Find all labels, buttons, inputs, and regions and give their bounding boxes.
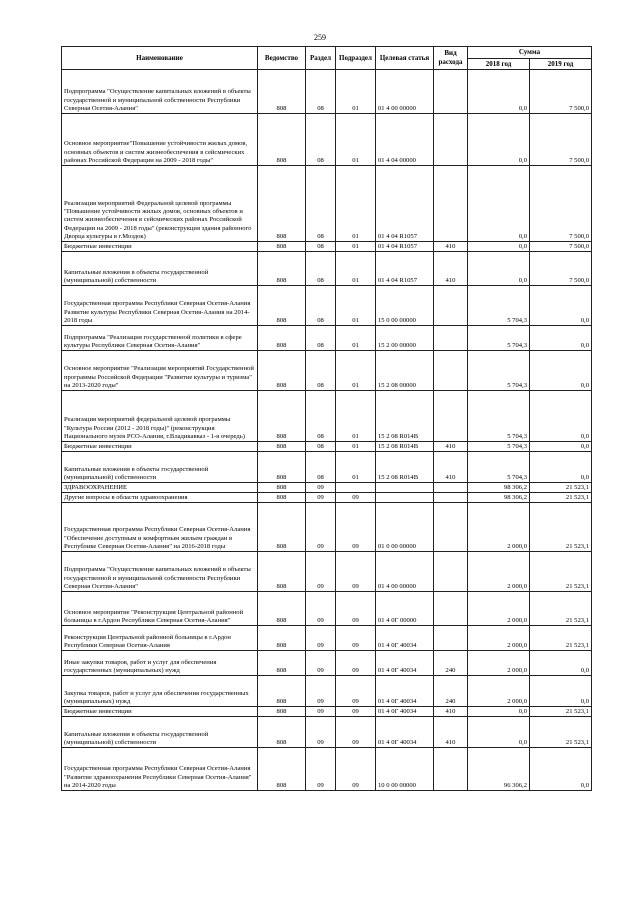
row-name: Подпрограмма "Реализация государственной политики в сфере культуры Республики Северная Осетия-Алания" bbox=[62, 326, 258, 351]
row-section: 08 bbox=[306, 166, 336, 242]
row-name: Капитальные вложения в объекты государственной (муниципальной) собственности bbox=[62, 252, 258, 286]
row-2018: 2 000,0 bbox=[468, 592, 530, 626]
header-2018: 2018 год bbox=[468, 59, 530, 70]
row-target: 01 0 00 00000 bbox=[376, 503, 434, 552]
row-dept: 808 bbox=[258, 676, 306, 707]
row-section: 09 bbox=[306, 626, 336, 651]
row-target: 15 0 00 00000 bbox=[376, 286, 434, 326]
row-type: 410 bbox=[434, 707, 468, 717]
row-subsection: 01 bbox=[336, 114, 376, 166]
row-name: Государственная программа Республики Северная Осетия-Алания Развитие культуры Республики Северная Осетия-Алания на 2014-2018 годы bbox=[62, 286, 258, 326]
row-section: 08 bbox=[306, 452, 336, 483]
row-2019: 0,0 bbox=[530, 651, 592, 676]
row-target: 01 4 00 00000 bbox=[376, 70, 434, 114]
row-subsection: 01 bbox=[336, 351, 376, 391]
row-section: 08 bbox=[306, 442, 336, 452]
row-name: Закупка товаров, работ и услуг для обеспечения государственных (муниципальных) нужд bbox=[62, 676, 258, 707]
row-dept: 808 bbox=[258, 242, 306, 252]
row-dept: 808 bbox=[258, 166, 306, 242]
row-subsection: 09 bbox=[336, 503, 376, 552]
row-2019: 7 500,0 bbox=[530, 114, 592, 166]
row-2018: 5 704,3 bbox=[468, 391, 530, 442]
row-subsection: 01 bbox=[336, 242, 376, 252]
row-dept: 808 bbox=[258, 442, 306, 452]
table-row bbox=[62, 391, 592, 442]
row-subsection: 01 bbox=[336, 252, 376, 286]
row-dept: 808 bbox=[258, 252, 306, 286]
row-name: Основное мероприятие "Реконструкция Центральной районной больницы в г.Ардон Республики Северная Осетия-Алания" bbox=[62, 592, 258, 626]
header-2019: 2019 год bbox=[530, 59, 592, 70]
row-target: 15 2 08 R014B bbox=[376, 442, 434, 452]
header-target: Целевая статья bbox=[376, 47, 434, 70]
row-2019: 21 523,1 bbox=[530, 707, 592, 717]
row-dept: 808 bbox=[258, 70, 306, 114]
row-2018: 2 000,0 bbox=[468, 676, 530, 707]
row-dept: 808 bbox=[258, 707, 306, 717]
row-section: 08 bbox=[306, 326, 336, 351]
table-row bbox=[62, 552, 592, 592]
table-row bbox=[62, 286, 592, 326]
row-dept: 808 bbox=[258, 114, 306, 166]
row-section: 09 bbox=[306, 592, 336, 626]
row-2018: 96 306,2 bbox=[468, 748, 530, 791]
row-2019: 0,0 bbox=[530, 748, 592, 791]
row-type bbox=[434, 166, 468, 242]
row-type bbox=[434, 748, 468, 791]
table-row bbox=[62, 442, 592, 452]
row-type: 410 bbox=[434, 452, 468, 483]
row-dept: 808 bbox=[258, 717, 306, 748]
table-row bbox=[62, 252, 592, 286]
row-target: 01 4 0Г 40034 bbox=[376, 707, 434, 717]
row-subsection: 09 bbox=[336, 493, 376, 503]
row-subsection: 09 bbox=[336, 717, 376, 748]
row-2018: 2 000,0 bbox=[468, 626, 530, 651]
row-2018: 5 704,3 bbox=[468, 452, 530, 483]
row-name: Государственная программа Республики Северная Осетия-Алания "Обеспечение доступным и комфортным жильем граждан в Республике Северная Осетия-Алания" на 2016-2018 годы bbox=[62, 503, 258, 552]
row-section: 09 bbox=[306, 707, 336, 717]
row-name: Основное мероприятие "Реализация мероприятий Государственной программы Российской Федерации "Развитие культуры и туризма" на 2013-2020 годы" bbox=[62, 351, 258, 391]
row-2019: 0,0 bbox=[530, 391, 592, 442]
row-subsection: 01 bbox=[336, 452, 376, 483]
table-row bbox=[62, 676, 592, 707]
row-2018: 98 306,2 bbox=[468, 493, 530, 503]
row-dept: 808 bbox=[258, 351, 306, 391]
row-section: 08 bbox=[306, 391, 336, 442]
row-type bbox=[434, 483, 468, 493]
row-2019: 7 500,0 bbox=[530, 252, 592, 286]
row-name: Бюджетные инвестиции bbox=[62, 442, 258, 452]
table-row bbox=[62, 326, 592, 351]
row-target: 01 4 04 00000 bbox=[376, 114, 434, 166]
row-section: 09 bbox=[306, 483, 336, 493]
table-row bbox=[62, 452, 592, 483]
budget-table bbox=[61, 46, 592, 791]
row-name: Подпрограмма "Осуществление капитальных вложений в объекты государственной и муниципальной собственности Республики Северная Осетия-Алания" bbox=[62, 70, 258, 114]
table-row bbox=[62, 717, 592, 748]
row-2018: 2 000,0 bbox=[468, 651, 530, 676]
row-target: 01 4 0Г 40034 bbox=[376, 676, 434, 707]
row-type: 410 bbox=[434, 242, 468, 252]
row-section: 09 bbox=[306, 676, 336, 707]
row-type bbox=[434, 552, 468, 592]
row-target: 15 2 08 R014B bbox=[376, 452, 434, 483]
row-2018: 5 704,3 bbox=[468, 286, 530, 326]
row-target: 15 2 08 00000 bbox=[376, 351, 434, 391]
row-dept: 808 bbox=[258, 483, 306, 493]
row-dept: 808 bbox=[258, 592, 306, 626]
row-2019: 7 500,0 bbox=[530, 166, 592, 242]
row-subsection: 01 bbox=[336, 166, 376, 242]
row-2018: 98 306,2 bbox=[468, 483, 530, 493]
row-name: Другие вопросы в области здравоохранения bbox=[62, 493, 258, 503]
row-section: 08 bbox=[306, 351, 336, 391]
table-row bbox=[62, 493, 592, 503]
row-dept: 808 bbox=[258, 748, 306, 791]
row-target: 01 4 04 R1057 bbox=[376, 242, 434, 252]
page-number: 259 bbox=[314, 33, 326, 42]
row-section: 08 bbox=[306, 70, 336, 114]
row-type: 410 bbox=[434, 252, 468, 286]
row-name: Бюджетные инвестиции bbox=[62, 242, 258, 252]
row-2019: 7 500,0 bbox=[530, 242, 592, 252]
row-2018: 0,0 bbox=[468, 717, 530, 748]
table-row bbox=[62, 351, 592, 391]
row-target: 01 4 04 R1057 bbox=[376, 166, 434, 242]
row-type bbox=[434, 114, 468, 166]
row-section: 09 bbox=[306, 503, 336, 552]
row-section: 08 bbox=[306, 114, 336, 166]
row-subsection: 01 bbox=[336, 442, 376, 452]
row-dept: 808 bbox=[258, 552, 306, 592]
table-row bbox=[62, 651, 592, 676]
row-name: Государственная программа Республики Северная Осетия-Алания "Развитие здравоохранения Республики Северная Осетия-Алания" на 2014-2020 годы bbox=[62, 748, 258, 791]
row-type bbox=[434, 626, 468, 651]
table-row bbox=[62, 592, 592, 626]
row-2019: 21 523,1 bbox=[530, 717, 592, 748]
row-subsection: 09 bbox=[336, 626, 376, 651]
header-section: Раздел bbox=[306, 47, 336, 70]
row-2018: 5 704,3 bbox=[468, 442, 530, 452]
row-dept: 808 bbox=[258, 452, 306, 483]
row-subsection: 09 bbox=[336, 748, 376, 791]
row-2018: 2 000,0 bbox=[468, 552, 530, 592]
row-2018: 2 000,0 bbox=[468, 503, 530, 552]
row-target: 01 4 0Г 40034 bbox=[376, 626, 434, 651]
row-target bbox=[376, 493, 434, 503]
row-section: 09 bbox=[306, 748, 336, 791]
row-2018: 0,0 bbox=[468, 166, 530, 242]
row-subsection: 01 bbox=[336, 326, 376, 351]
row-target: 15 2 00 00000 bbox=[376, 326, 434, 351]
row-target: 01 4 0Г 40034 bbox=[376, 717, 434, 748]
row-2019: 0,0 bbox=[530, 676, 592, 707]
table-row bbox=[62, 748, 592, 791]
table-row bbox=[62, 483, 592, 493]
row-section: 09 bbox=[306, 651, 336, 676]
table-row bbox=[62, 166, 592, 242]
row-name: ЗДРАВООХРАНЕНИЕ bbox=[62, 483, 258, 493]
row-name: Капитальные вложения в объекты государственной (муниципальной) собственности bbox=[62, 452, 258, 483]
row-name: Реконструкция Центральной районной больницы в г.Ардон Республики Северная Осетия-Алания bbox=[62, 626, 258, 651]
row-type bbox=[434, 326, 468, 351]
row-name: Реализация мероприятий федеральной целевой программы "Культура России (2012 - 2018 годы)" (реконструкция Национального музея РСО-Алания, г.Владикавказ - 1-я очередь) bbox=[62, 391, 258, 442]
row-2018: 0,0 bbox=[468, 70, 530, 114]
row-section: 08 bbox=[306, 242, 336, 252]
row-subsection: 01 bbox=[336, 70, 376, 114]
header-sum: Сумма bbox=[468, 47, 592, 59]
row-2019: 21 523,1 bbox=[530, 552, 592, 592]
row-type bbox=[434, 592, 468, 626]
header-name: Наименование bbox=[62, 47, 258, 70]
row-dept: 808 bbox=[258, 626, 306, 651]
row-dept: 808 bbox=[258, 391, 306, 442]
row-target: 15 2 08 R014B bbox=[376, 391, 434, 442]
row-2019: 21 523,1 bbox=[530, 503, 592, 552]
row-name: Подпрограмма "Осуществление капитальных вложений в объекты государственной и муниципальной собственности Республики Северная Осетия-Алания" bbox=[62, 552, 258, 592]
row-type bbox=[434, 503, 468, 552]
row-subsection: 09 bbox=[336, 707, 376, 717]
header-subsection: Подраздел bbox=[336, 47, 376, 70]
table-row bbox=[62, 114, 592, 166]
table-body bbox=[62, 70, 592, 791]
row-target: 01 4 0Г 00000 bbox=[376, 592, 434, 626]
row-type: 410 bbox=[434, 442, 468, 452]
table-row bbox=[62, 242, 592, 252]
row-2019: 0,0 bbox=[530, 286, 592, 326]
header-type: Вид расхода bbox=[434, 47, 468, 70]
row-dept: 808 bbox=[258, 503, 306, 552]
row-name: Иные закупки товаров, работ и услуг для обеспечения государственных (муниципальных) нужд bbox=[62, 651, 258, 676]
row-subsection: 01 bbox=[336, 286, 376, 326]
row-target: 01 4 00 00000 bbox=[376, 552, 434, 592]
row-section: 09 bbox=[306, 717, 336, 748]
row-subsection: 01 bbox=[336, 391, 376, 442]
row-2019: 0,0 bbox=[530, 442, 592, 452]
row-target: 01 4 0Г 40034 bbox=[376, 651, 434, 676]
row-target: 01 4 04 R1057 bbox=[376, 252, 434, 286]
row-2019: 21 523,1 bbox=[530, 592, 592, 626]
table-row bbox=[62, 626, 592, 651]
row-type bbox=[434, 286, 468, 326]
row-2018: 0,0 bbox=[468, 242, 530, 252]
row-subsection bbox=[336, 483, 376, 493]
row-target bbox=[376, 483, 434, 493]
row-type bbox=[434, 391, 468, 442]
row-2018: 5 704,3 bbox=[468, 326, 530, 351]
row-2018: 0,0 bbox=[468, 707, 530, 717]
row-dept: 808 bbox=[258, 493, 306, 503]
row-section: 09 bbox=[306, 552, 336, 592]
row-2019: 21 523,1 bbox=[530, 626, 592, 651]
row-dept: 808 bbox=[258, 286, 306, 326]
row-2019: 0,0 bbox=[530, 351, 592, 391]
row-type: 240 bbox=[434, 676, 468, 707]
row-type: 410 bbox=[434, 717, 468, 748]
row-2019: 21 523,1 bbox=[530, 483, 592, 493]
row-2019: 7 500,0 bbox=[530, 70, 592, 114]
row-section: 08 bbox=[306, 252, 336, 286]
row-type bbox=[434, 493, 468, 503]
row-2018: 5 704,3 bbox=[468, 351, 530, 391]
table-row bbox=[62, 503, 592, 552]
row-name: Бюджетные инвестиции bbox=[62, 707, 258, 717]
row-type: 240 bbox=[434, 651, 468, 676]
row-2019: 0,0 bbox=[530, 326, 592, 351]
row-section: 08 bbox=[306, 286, 336, 326]
row-2018: 0,0 bbox=[468, 114, 530, 166]
row-2019: 0,0 bbox=[530, 452, 592, 483]
row-2018: 0,0 bbox=[468, 252, 530, 286]
header-dept: Ведомство bbox=[258, 47, 306, 70]
row-name: Основное мероприятие"Повышение устойчивости жилых домов, основных объектов и систем жизнеобеспечения в сейсмических районах Российской Федерации на 2009 - 2018 годы" bbox=[62, 114, 258, 166]
row-subsection: 09 bbox=[336, 651, 376, 676]
row-type bbox=[434, 70, 468, 114]
row-section: 09 bbox=[306, 493, 336, 503]
row-subsection: 09 bbox=[336, 552, 376, 592]
row-name: Реализация мероприятий Федеральной целевой программы "Повышение устойчивости жилых домов, основных объектов и систем жизнеобеспечения в сейсмических районах Российской Федерации на 2009 - 2018 годы" (реконструкция здания районного Дворца культуры в г.Моздок) bbox=[62, 166, 258, 242]
row-2019: 21 523,1 bbox=[530, 493, 592, 503]
row-name: Капитальные вложения в объекты государственной (муниципальной) собственности bbox=[62, 717, 258, 748]
row-dept: 808 bbox=[258, 651, 306, 676]
row-target: 10 0 00 00000 bbox=[376, 748, 434, 791]
row-type bbox=[434, 351, 468, 391]
row-subsection: 09 bbox=[336, 592, 376, 626]
table-row bbox=[62, 707, 592, 717]
row-subsection: 09 bbox=[336, 676, 376, 707]
table-row bbox=[62, 70, 592, 114]
row-dept: 808 bbox=[258, 326, 306, 351]
